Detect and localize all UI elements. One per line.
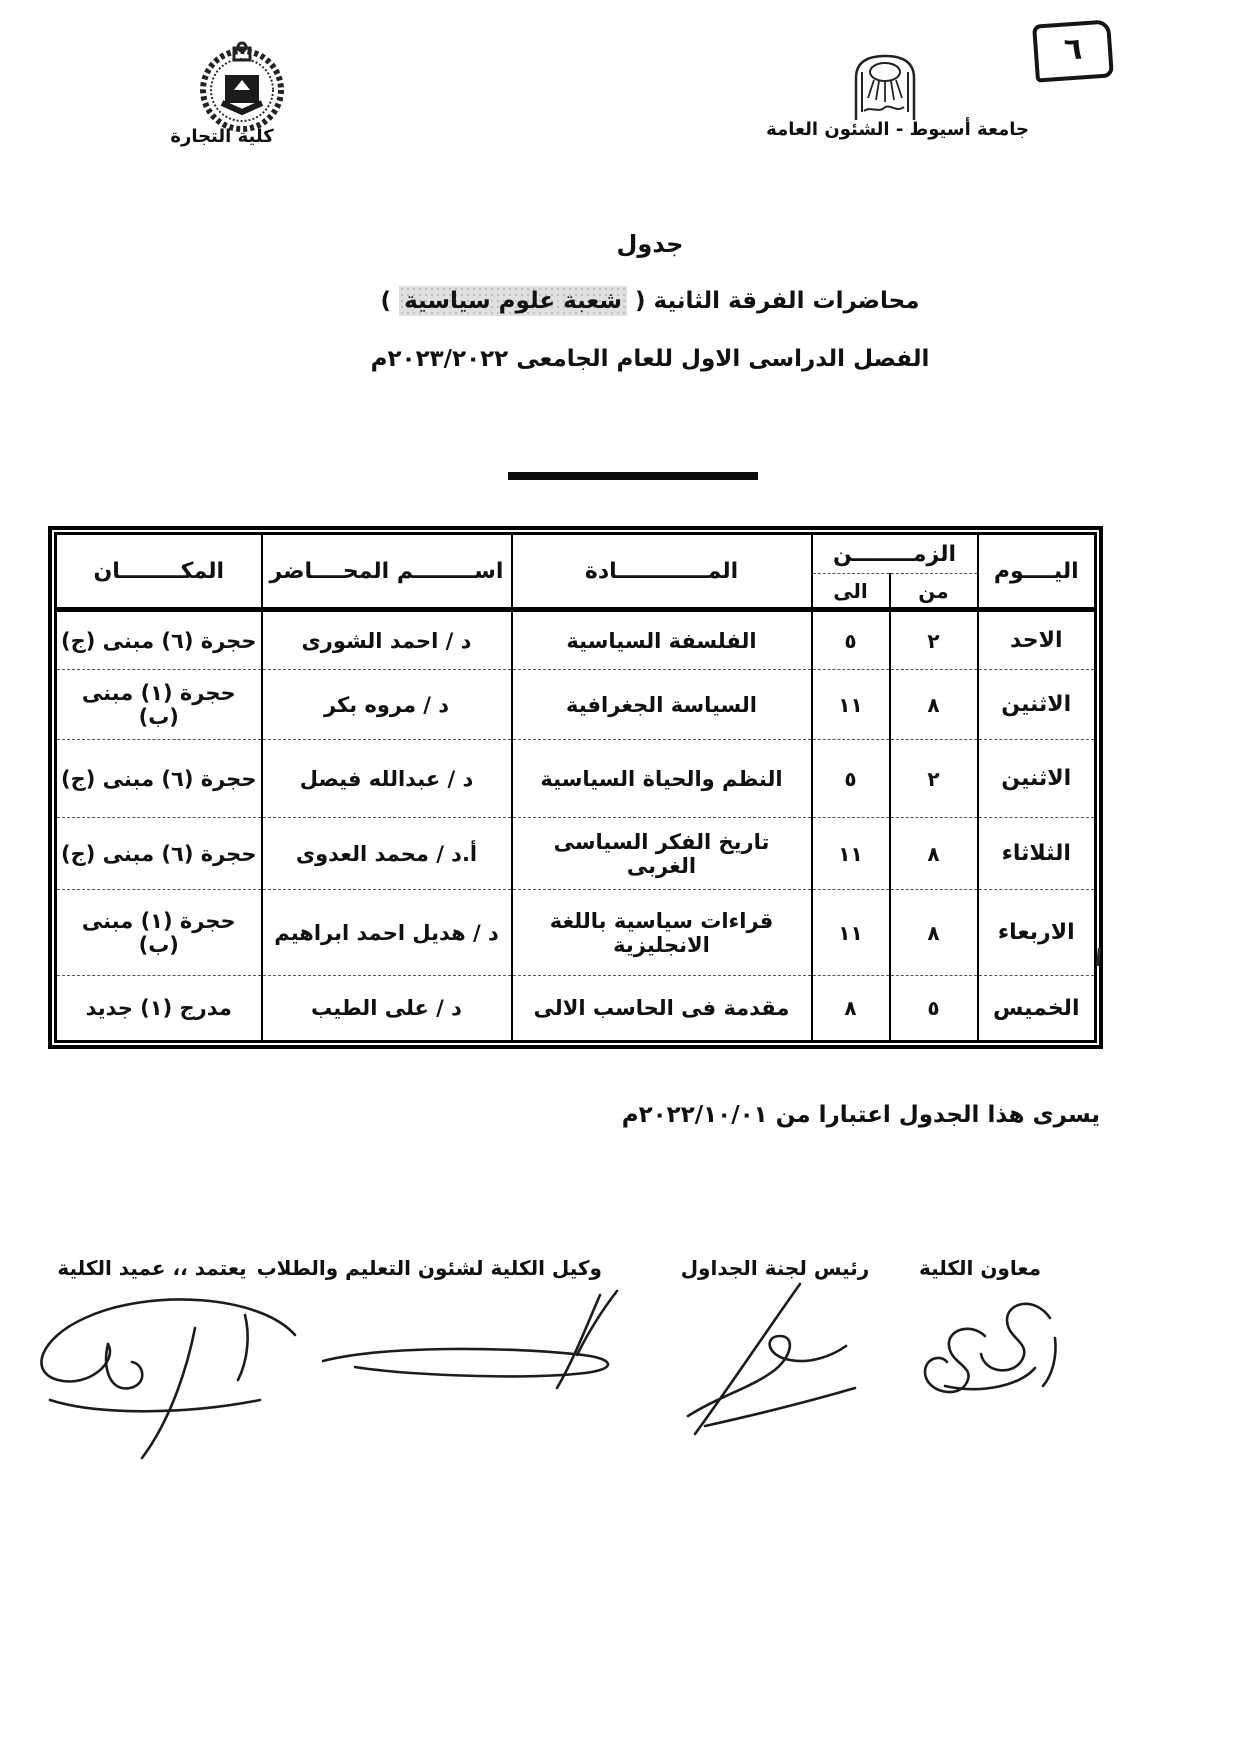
cell-to: ١١ [812,890,890,976]
cell-subject: النظم والحياة السياسية [512,740,812,818]
cell-place: حجرة (١) مبنى (ب) [56,670,262,740]
cell-to: ١١ [812,818,890,890]
handwritten-page-number-box [1032,19,1114,82]
cell-day: الاربعاء [978,890,1096,976]
signature-title-vice-dean: وكيل الكلية لشئون التعليم والطلاب [256,1256,602,1280]
header-subject: المــــــــــــادة [512,534,812,610]
header-to: الى [812,574,890,610]
cell-day: الاثنين [978,670,1096,740]
cell-lecturer: د / هديل احمد ابراهيم [262,890,512,976]
cell-from: ٢ [890,740,978,818]
cell-from: ٨ [890,670,978,740]
faculty-of-commerce-label: كلية التجارة [170,126,274,147]
table-row [56,976,1096,1042]
stray-pen-mark [1096,948,1101,966]
cell-lecturer: د / عبدالله فيصل [262,740,512,818]
assiut-university-label: جامعة أسيوط - الشئون العامة [766,119,1029,140]
cell-day: الاثنين [978,740,1096,818]
title-lectures-line [130,288,1170,314]
assistant-signature [885,1278,1075,1413]
cell-lecturer: د / مروه بكر [262,670,512,740]
vice-dean-signature [315,1283,630,1408]
signature-title-dean: يعتمد ،، عميد الكلية [57,1256,247,1280]
header-from: من [890,574,978,610]
dean-signature [10,1280,310,1470]
cell-day: الاحد [978,610,1096,670]
cell-from: ٢ [890,610,978,670]
cell-lecturer: د / على الطيب [262,976,512,1042]
signature-title-committee-head: رئيس لجنة الجداول [680,1256,870,1280]
cell-to: ٥ [812,610,890,670]
page-number: ٦ [1063,31,1083,67]
table-row [56,610,1096,670]
header-lecturer: اســــــــم المحــــاضر [262,534,512,610]
title-underline-divider [508,472,758,480]
table-row [56,740,1096,818]
title-lectures-suffix: ) [380,288,400,314]
cell-place: حجرة (٦) مبنى (ج) [56,740,262,818]
title-lectures-prefix: محاضرات الفرقة الثانية ( [627,288,920,314]
cell-day: الثلاثاء [978,818,1096,890]
cell-to: ١١ [812,670,890,740]
cell-subject: تاريخ الفكر السياسى الغربى [512,818,812,890]
cell-place: مدرج (١) جديد [56,976,262,1042]
cell-to: ٥ [812,740,890,818]
table-row [56,818,1096,890]
cell-day: الخميس [978,976,1096,1042]
table-row [56,670,1096,740]
cell-lecturer: د / احمد الشورى [262,610,512,670]
cell-subject: قراءات سياسية باللغة الانجليزية [512,890,812,976]
table-row [56,890,1096,976]
signature-title-assistant: معاون الكلية [918,1256,1042,1280]
schedule-table [54,532,1097,1043]
cell-subject: الفلسفة السياسية [512,610,812,670]
title-semester-line: الفصل الدراسى الاول للعام الجامعى ٢٠٢٣/٢٠٢٢م [370,346,930,372]
title-division-highlight: شعبة علوم سياسية [399,286,627,316]
table-header [56,534,1096,610]
committee-head-signature [650,1276,865,1441]
cell-place: حجرة (٦) مبنى (ج) [56,610,262,670]
header-time: الزمــــــــن [812,534,978,574]
faculty-of-commerce-logo-icon [192,40,292,136]
cell-subject: مقدمة فى الحاسب الالى [512,976,812,1042]
cell-from: ٥ [890,976,978,1042]
cell-from: ٨ [890,890,978,976]
title-word-schedule: جدول [616,230,684,258]
effective-date-note: يسرى هذا الجدول اعتبارا من ٢٠٢٢/١٠/٠١م [621,1102,1100,1128]
cell-place: حجرة (٦) مبنى (ج) [56,818,262,890]
document-title-block [130,230,1170,372]
header-place: المكــــــــان [56,534,262,610]
header-day: اليــــوم [978,534,1096,610]
cell-place: حجرة (١) مبنى (ب) [56,890,262,976]
cell-from: ٨ [890,818,978,890]
cell-lecturer: أ.د / محمد العدوى [262,818,512,890]
assiut-university-logo-icon [850,50,920,126]
cell-subject: السياسة الجغرافية [512,670,812,740]
cell-to: ٨ [812,976,890,1042]
